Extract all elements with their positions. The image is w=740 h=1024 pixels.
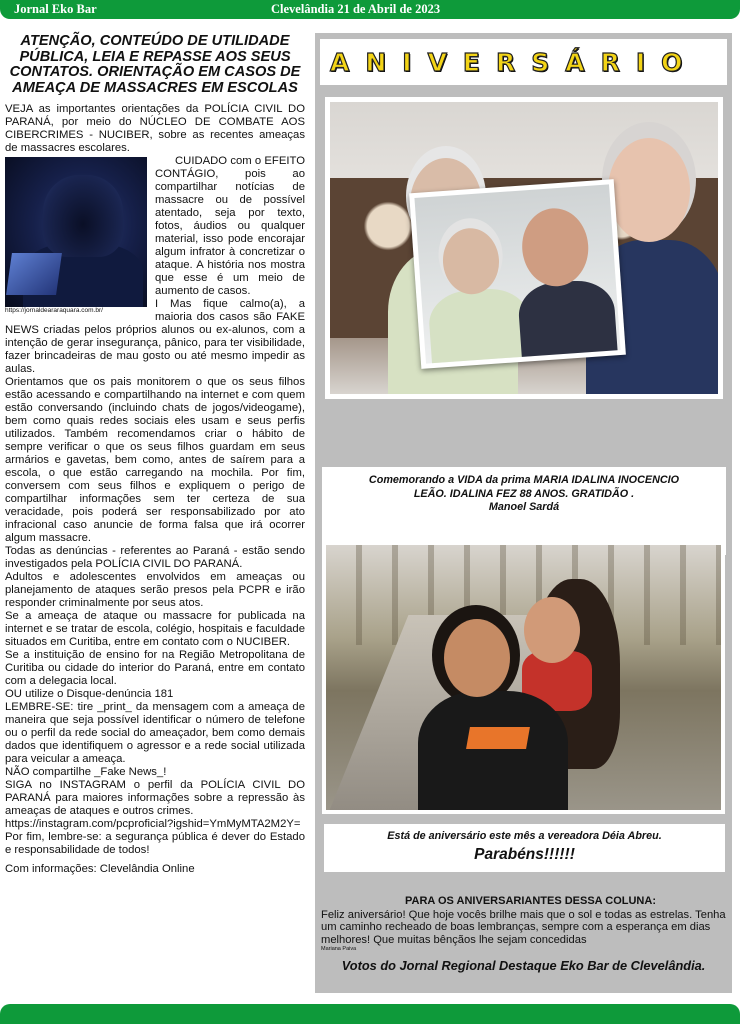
caption-deia	[324, 824, 725, 872]
man-face	[520, 206, 591, 288]
birthday-banner	[320, 39, 727, 85]
article-paragraph: Orientamos que os pais monitorem o que os seus filhos estão acessando e compartilhando na internet e com quem estão conversando (incluindo chats de jogos/videogame), bem como quais redes sociais eles usam e seus perfis utilizados. Também recomendamos criar o hábito de sempre verificar o que os seus filhos guardam em seus armários e gavetas, bem como, antes de saírem para a escola, o que estão carregando na mochila. Por fim, conversem com seus filhos e expliquem o perigo de compartilhar informações sem ter certeza de sua veracidade, pois poderá ser responsabilizado por ato infracional caso anuncie de forma falsa que irá ocorrer algum massacre.	[5, 376, 305, 544]
article-paragraph: Por fim, lembre-se: a segurança pública é dever do Estado e responsabilidade de todos!	[5, 831, 305, 856]
hacker-hood	[43, 175, 123, 257]
article-paragraph: Se a ameaça de ataque ou massacre for publicada na internet e se tratar de escola, colégio, hospitais e faculdade situados em Curitiba, entre em contato com o NUCIBER.	[5, 610, 305, 648]
photo-credit: https://jornaldeararaquara.com.br/	[5, 307, 103, 314]
woman-smiling	[418, 605, 568, 810]
edition-date: Clevelândia 21 de Abril de 2023	[271, 2, 441, 16]
birthday-panel	[315, 33, 732, 993]
article-column	[5, 34, 305, 876]
article-paragraph: CUIDADO com o EFEITO CONTÁGIO, pois ao compartilhar notícias de massacre ou de possível atentado, seja por texto, fotos, áudios ou qualquer material, isso pode encorajar algum infrator à concretizar o ataque. A história nos mostra que esse é um meio de aumento de casos.	[155, 155, 305, 297]
article-paragraph: Se a instituição de ensino for na Região Metropolitana de Curitiba ou cidade do interior do Paraná, entre em contato com a delegacia local.	[5, 649, 305, 687]
caption-line: LEÃO. IDALINA FEZ 88 ANOS. GRATIDÃO .	[413, 487, 635, 500]
article-paragraph: NÃO compartilhe _Fake News_!	[5, 766, 167, 778]
article-paragraph: Adultos e adolescentes envolvidos em ameaças ou planejamento de ataques serão presos pela PCPR e irão responder criminalmente por seus atos.	[5, 571, 305, 609]
article-paragraph: LEMBRE-SE: tire _print_ da mensagem com a ameaça de maneira que seja possível identificar o número de telefone ou o perfil da rede social do ameaçador, bem como demais dados que identifiquem o agressor e a rede social utilizada para veicular a ameaça.	[5, 701, 305, 765]
column-text: Feliz aniversário! Que hoje vocês brilhe mais que o sol e todas as estrelas. Tenha um caminho recheado de boas lembranças, sempre com a esperança em dias melhores! Que muitas bênçãos lhe sejam concedidas	[321, 908, 726, 946]
hacker-photo	[5, 157, 147, 307]
article-paragraph: SIGA no INSTAGRAM o perfil da POLÍCIA CIVIL DO PARANÁ para maiores informações sobre a repressão às ameaças de ataques e outros crimes.	[5, 779, 305, 817]
top-bar	[0, 0, 740, 19]
bottom-bar	[0, 1004, 740, 1024]
article-paragraph: I Mas fique calmo(a), a maioria dos casos são FAKE NEWS criadas pelos próprios alunos ou ex-alunos, com a intenção de gerar insegurança, pânico, para ter visibilidade, fazer brincadeiras de mau gosto ou até mesmo impedir as aulas.	[5, 298, 305, 375]
article-intro: VEJA as importantes orientações da POLÍCIA CIVIL DO PARANÁ, por meio do NÚCLEO DE COMBATE AOS CIBERCRIMES - NUCIBER, sobre as recentes ameaças de massacres escolares.	[5, 103, 305, 154]
article-credit: Com informações: Clevelândia Online	[5, 863, 195, 875]
newspaper-name: Jornal Eko Bar	[14, 2, 97, 16]
congrats-text: Parabéns!!!!!!	[474, 846, 575, 863]
instagram-link[interactable]: https://instagram.com/pcproficial?igshid=YmMyMTA2M2Y=	[5, 818, 301, 830]
selfie-inset-photo	[409, 179, 626, 369]
caption-line: Está de aniversário este mês a vereadora Déia Abreu.	[387, 830, 662, 842]
votes-line: Votos do Jornal Regional Destaque Eko Bar de Clevelândia.	[341, 958, 706, 973]
column-signature: Mariana Paiva	[321, 946, 357, 952]
councilwoman-photo	[322, 541, 725, 814]
column-title: PARA OS ANIVERSARIANTES DESSA COLUNA:	[405, 895, 656, 907]
article-paragraph: OU utilize o Disque-denúncia 181	[5, 688, 174, 700]
article-headline: ATENÇÃO, CONTEÚDO DE UTILIDADE PÚBLICA, LEIA E REPASSE AOS SEUS CONTATOS. ORIENTAÇÃO EM CASOS DE AMEAÇA DE MASSACRES EM ESCOLAS	[9, 33, 301, 96]
caption-line: Comemorando a VIDA da prima MARIA IDALINA INOCENCIO	[368, 474, 680, 486]
article-paragraph: Todas as denúncias - referentes ao Paraná - estão sendo investigados pela POLÍCIA CIVIL DO PARANÁ.	[5, 545, 305, 570]
birthday-column	[315, 895, 732, 973]
elderly-woman-face	[441, 226, 501, 296]
banner-title: ANIVERSÁRIO	[330, 48, 699, 77]
caption-author: Manoel Sardá	[488, 501, 560, 513]
laptop-screen	[6, 253, 62, 295]
